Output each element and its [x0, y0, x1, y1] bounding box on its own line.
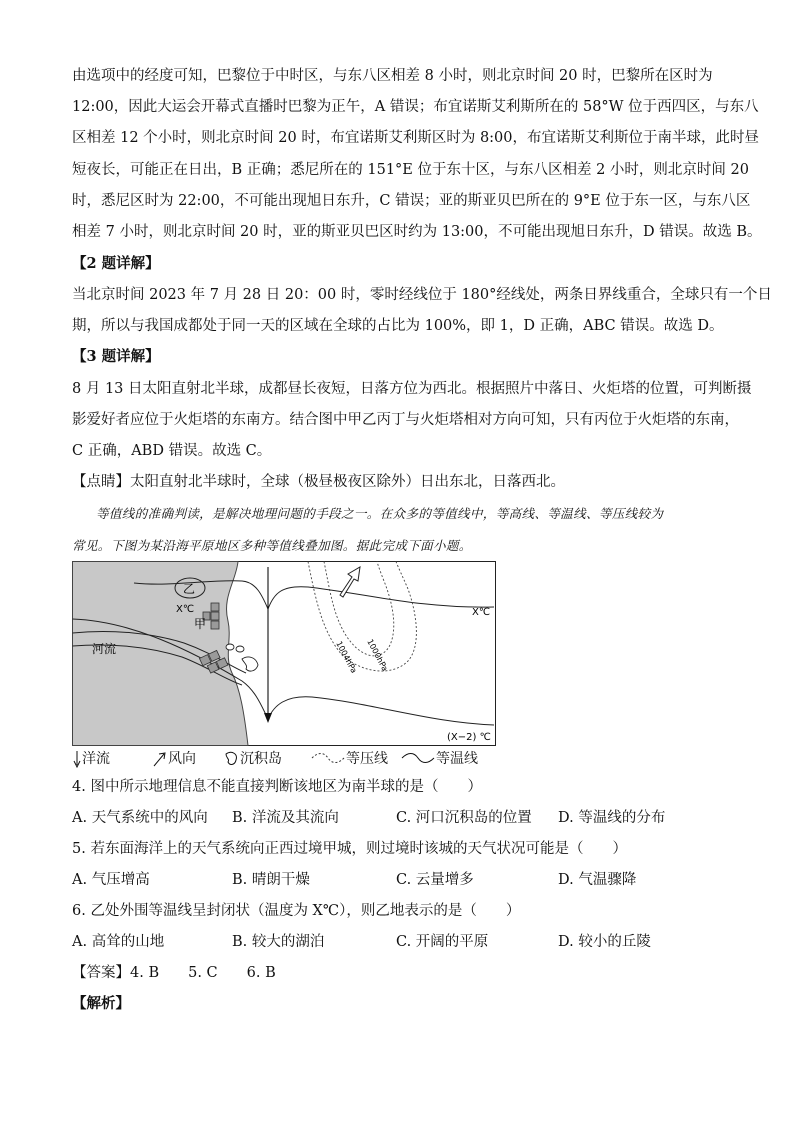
label-river: 河流	[92, 642, 117, 656]
legend-isotherm: 等温线	[400, 749, 478, 769]
q6-option-d: D. 较小的丘陵	[558, 934, 651, 950]
label-xc-right: X℃	[472, 607, 491, 618]
paragraph-line: 区相差 12 个小时，则北京时间 20 时，布宜诺斯艾利斯区时为 8:00，布宜诺斯艾利斯位于南半球，此时昼	[72, 130, 760, 146]
q4-option-c: C. 河口沉积岛的位置	[396, 810, 532, 826]
q5-option-a: A. 气压增高	[72, 872, 150, 888]
question-4-stem: 4. 图中所示地理信息不能直接判断该地区为南半球的是（ ）	[72, 779, 482, 795]
sediment-island	[226, 644, 234, 650]
q6-option-a: A. 高耸的山地	[72, 934, 165, 950]
q5-option-d: D. 气温骤降	[558, 872, 637, 888]
paragraph-line: C 正确，ABD 错误。故选 C。	[72, 443, 272, 459]
analysis-heading: 【解析】	[72, 995, 130, 1012]
isobar-icon	[310, 750, 346, 768]
label-1000hpa: 1000hPa	[365, 637, 390, 673]
intro-line: 常见。下图为某沿海平原地区多种等值线叠加图。据此完成下面小题。	[72, 538, 472, 553]
section-heading: 【3 题详解】	[72, 348, 160, 365]
answer-line: 【答案】4. B 5. C 6. B	[72, 965, 276, 981]
current-arrow-icon	[72, 750, 82, 768]
legend-wind: 风向	[152, 749, 196, 769]
island-icon	[222, 750, 240, 768]
question-6-stem: 6. 乙处外围等温线呈封闭状（温度为 X℃），则乙地表示的是（ ）	[72, 903, 521, 919]
paragraph-line: 时，悉尼区时为 22:00，不可能出现旭日东升，C 错误；亚的斯亚贝巴所在的 9°E 位于东一区，与东八区	[72, 193, 751, 209]
wind-arrow-icon	[152, 750, 168, 768]
question-5-stem: 5. 若东面海洋上的天气系统向正西过境甲城，则过境时该城的天气状况可能是（ ）	[72, 841, 627, 857]
tip-line: 【点睛】太阳直射北半球时，全球（极昼极夜区除外）日出东北，日落西北。	[72, 474, 565, 490]
paragraph-line: 当北京时间 2023 年 7 月 28 日 20：00 时，零时经线位于 180°经线处，两条日界线重合，全球只有一个日	[72, 287, 772, 303]
label-jia: 甲	[194, 617, 207, 631]
legend-isobar: 等压线	[310, 749, 388, 769]
q6-option-c: C. 开阔的平原	[396, 934, 489, 950]
sediment-island	[236, 646, 244, 652]
paragraph-line: 影爱好者应位于火炬塔的东南方。结合图中甲乙丙丁与火炬塔相对方向可知，只有丙位于火炬塔的东南，	[72, 412, 739, 428]
q5-option-b: B. 晴朗干燥	[232, 872, 310, 888]
isoline-map	[72, 561, 496, 746]
paragraph-line: 短夜长，可能正在日出，B 正确；悉尼所在的 151°E 位于东十区，与东八区相差 2 小时，则北京时间 20	[72, 162, 749, 178]
q5-option-c: C. 云量增多	[396, 872, 474, 888]
isotherm-icon	[400, 750, 436, 768]
section-heading: 【2 题详解】	[72, 255, 160, 272]
label-xc-left: X℃	[176, 604, 195, 615]
q4-option-d: D. 等温线的分布	[558, 810, 666, 826]
label-1004hpa: 1004hPa	[334, 639, 359, 675]
paragraph-line: 由选项中的经度可知，巴黎位于中时区，与东八区相差 8 小时，则北京时间 20 时，巴黎所在区时为	[72, 68, 713, 84]
paragraph-line: 相差 7 小时，则北京时间 20 时，亚的斯亚贝巴区时约为 13:00，不可能出现旭日东升，D 错误。故选 B。	[72, 224, 762, 240]
paragraph-line: 期，所以与我国成都处于同一天的区域在全球的占比为 100%，即 1，D 正确，ABC 错误。故选 D。	[72, 318, 724, 334]
intro-line: 等值线的准确判读，是解决地理问题的手段之一。在众多的等值线中，等高线、等温线、等压线较为	[96, 506, 664, 521]
q4-option-a: A. 天气系统中的风向	[72, 810, 208, 826]
paragraph-line: 12:00，因此大运会开幕式直播时巴黎为正午，A 错误；布宜诺斯艾利斯所在的 58°W 位于西四区，与东八	[72, 99, 759, 115]
legend-island: 沉积岛	[222, 749, 282, 769]
q4-option-b: B. 洋流及其流向	[232, 810, 339, 826]
paragraph-line: 8 月 13 日太阳直射北半球，成都昼长夜短，日落方位为西北。根据照片中落日、火炬塔的位置，可判断摄	[72, 381, 752, 397]
label-x2c: (X−2) ℃	[447, 732, 491, 743]
label-yi: 乙	[183, 582, 196, 596]
legend-current: 洋流	[72, 749, 110, 769]
q6-option-b: B. 较大的湖泊	[232, 934, 325, 950]
